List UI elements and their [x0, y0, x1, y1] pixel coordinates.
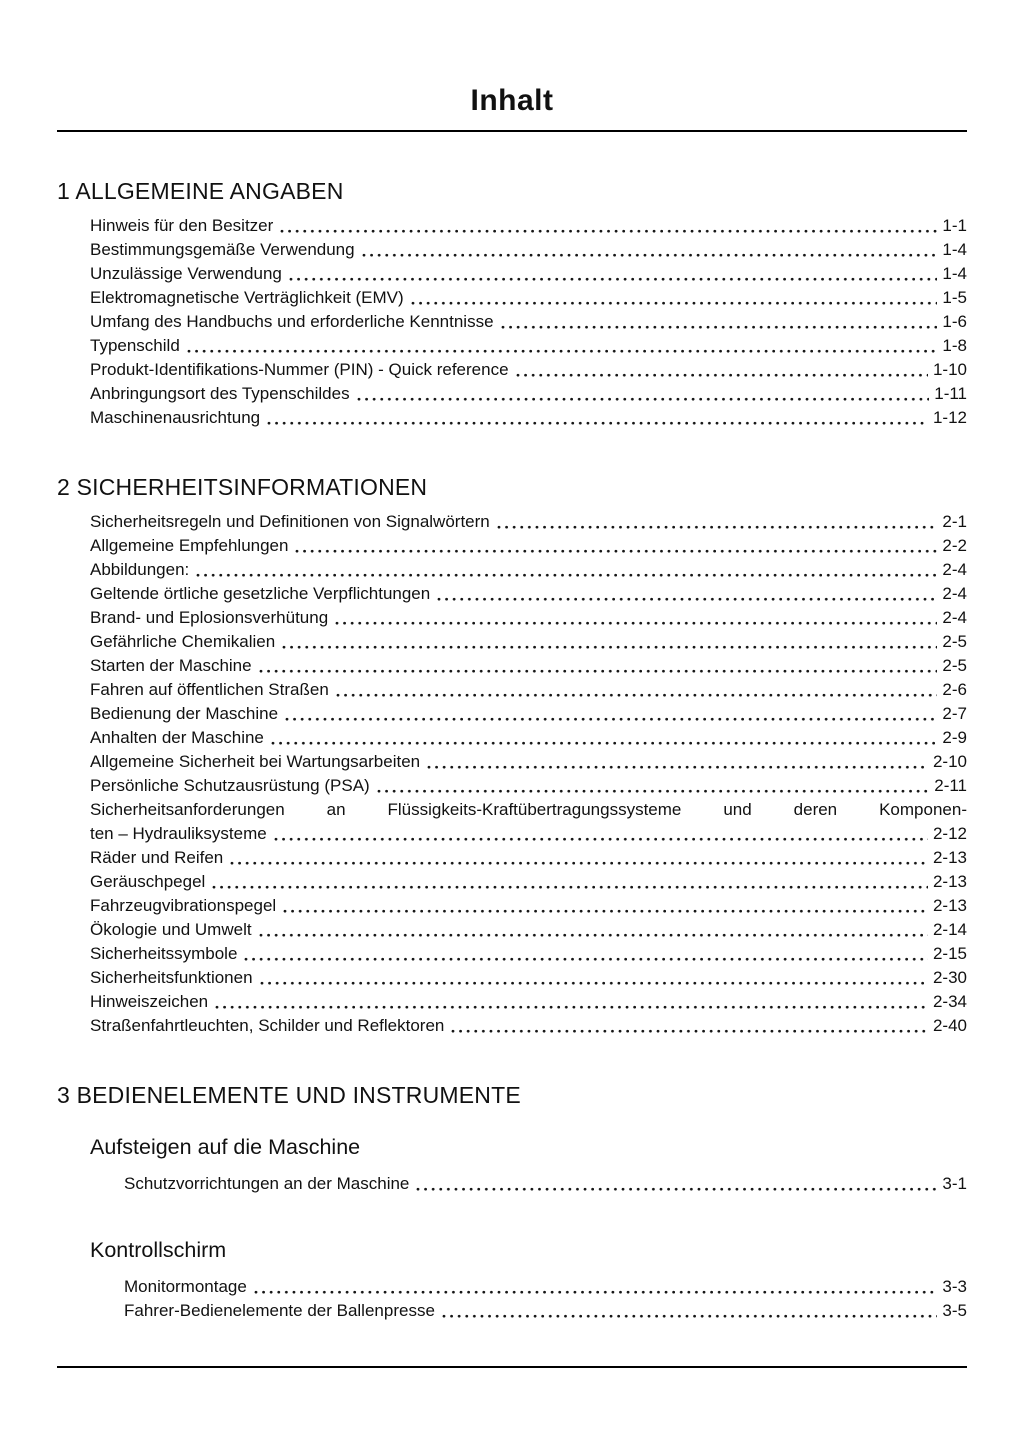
dot-leader [274, 837, 928, 842]
page-number: 2-34 [932, 992, 967, 1011]
toc-entry [124, 1275, 967, 1299]
toc-entry-title: Anbringungsort des Typenschildes [90, 384, 350, 403]
toc-entry [90, 846, 967, 870]
bottom-rule [57, 1366, 967, 1368]
page-number: 1-6 [942, 312, 967, 331]
toc-entry-title: Hinweiszeichen [90, 992, 209, 1011]
toc-entry [90, 558, 967, 582]
dot-leader [335, 621, 937, 626]
page-number: 2-4 [942, 608, 967, 627]
page-number: 2-6 [942, 680, 967, 699]
toc-entry [90, 510, 967, 534]
page-number: 1-8 [942, 336, 967, 355]
dot-leader [215, 1005, 928, 1010]
page-number: 1-10 [932, 360, 967, 379]
page-number: 1-4 [942, 264, 967, 283]
toc-entry-title: Schutzvorrichtungen an der Maschine [124, 1174, 410, 1193]
dot-leader [254, 1290, 938, 1295]
toc-entry [124, 1172, 967, 1196]
dot-leader [285, 717, 937, 722]
page-number: 2-13 [932, 896, 967, 915]
page-number: 2-12 [932, 824, 967, 843]
page-number: 1-4 [942, 240, 967, 259]
toc-entry [90, 942, 967, 966]
page-number: 3-1 [942, 1174, 967, 1193]
page-number: 3-5 [942, 1301, 967, 1320]
dot-leader [357, 397, 930, 402]
dot-leader [283, 909, 928, 914]
dot-leader [442, 1314, 938, 1319]
dot-leader [230, 861, 928, 866]
toc-entry-title: Hinweis für den Besitzer [90, 216, 274, 235]
page-title: Inhalt [470, 84, 554, 117]
toc-entry [90, 406, 967, 430]
dot-leader [437, 597, 937, 602]
toc-entry-wrap-line: Sicherheitsanforderungen an Flüssigkeits-Kraftübertragungssysteme und deren Komponen- [90, 800, 967, 819]
section-heading: 3 BEDIENELEMENTE UND INSTRUMENTE [57, 1082, 521, 1108]
dot-leader [362, 253, 938, 258]
dot-leader [501, 325, 938, 330]
toc-entry [90, 702, 967, 726]
toc-entry [90, 870, 967, 894]
toc-entry [90, 990, 967, 1014]
dot-leader [260, 981, 928, 986]
dot-leader [416, 1187, 937, 1192]
page-number: 2-1 [942, 512, 967, 531]
dot-leader [259, 933, 928, 938]
dot-leader [267, 421, 928, 426]
dot-leader [259, 669, 938, 674]
table-of-contents [57, 178, 967, 1323]
page-number: 1-1 [942, 216, 967, 235]
section-heading: 2 SICHERHEITSINFORMATIONEN [57, 474, 428, 500]
toc-entry-title: Ökologie und Umwelt [90, 920, 252, 939]
dot-leader [336, 693, 938, 698]
toc-entry-title: Monitormontage [124, 1277, 247, 1296]
dot-leader [289, 277, 938, 282]
page-number: 2-13 [932, 872, 967, 891]
toc-entry [90, 822, 967, 846]
dot-leader [427, 765, 928, 770]
page-number: 1-12 [932, 408, 967, 427]
page-number: 2-14 [932, 920, 967, 939]
page-number: 2-9 [942, 728, 967, 747]
toc-entry-title: Räder und Reifen [90, 848, 224, 867]
toc-entry [90, 358, 967, 382]
page-number: 2-7 [942, 704, 967, 723]
toc-entry [90, 334, 967, 358]
toc-entry [90, 382, 967, 406]
toc-subsection [90, 1238, 967, 1323]
toc-entry-title: Typenschild [90, 336, 180, 355]
subsection-entries [124, 1172, 967, 1196]
toc-entry-title: Allgemeine Empfehlungen [90, 536, 289, 555]
dot-leader [280, 229, 937, 234]
dot-leader [212, 885, 928, 890]
toc-entry-title: Umfang des Handbuchs und erforderliche Kenntnisse [90, 312, 494, 331]
page-number: 2-5 [942, 632, 967, 651]
toc-entry-title: Persönliche Schutzausrüstung (PSA) [90, 776, 370, 795]
toc-section [57, 178, 967, 430]
section-entries [90, 214, 967, 430]
page-number: 2-11 [934, 776, 967, 795]
toc-section [57, 1082, 967, 1323]
dot-leader [516, 373, 928, 378]
toc-entry-title: Abbildungen: [90, 560, 190, 579]
toc-entry [90, 750, 967, 774]
toc-entry [90, 310, 967, 334]
subsection-heading: Kontrollschirm [90, 1238, 227, 1262]
dot-leader [196, 573, 937, 578]
page-number: 2-30 [932, 968, 967, 987]
dot-leader [244, 957, 928, 962]
toc-entry [90, 286, 967, 310]
toc-entry-title: Fahrer-Bedienelemente der Ballenpresse [124, 1301, 435, 1320]
page-number: 2-40 [932, 1016, 967, 1035]
toc-entry-title: Fahrzeugvibrationspegel [90, 896, 277, 915]
page-number: 3-3 [942, 1277, 967, 1296]
page-number: 1-11 [934, 384, 967, 403]
toc-entry [90, 894, 967, 918]
page-number: 2-2 [942, 536, 967, 555]
toc-entry [90, 726, 967, 750]
dot-leader [295, 549, 937, 554]
toc-entry [124, 1299, 967, 1323]
page-number: 2-13 [932, 848, 967, 867]
subsection-heading: Aufsteigen auf die Maschine [90, 1135, 361, 1159]
toc-entry [90, 534, 967, 558]
toc-entry-title: Elektromagnetische Verträglichkeit (EMV) [90, 288, 404, 307]
toc-entry-title: Produkt-Identifikations-Nummer (PIN) - Quick reference [90, 360, 509, 379]
toc-entry-title: Starten der Maschine [90, 656, 252, 675]
subsection-entries [124, 1275, 967, 1323]
title-rule [57, 130, 967, 132]
page-number: 2-4 [942, 584, 967, 603]
toc-entry-title: Straßenfahrtleuchten, Schilder und Reflektoren [90, 1016, 445, 1035]
toc-entry-title: Geräuschpegel [90, 872, 206, 891]
toc-entry [90, 654, 967, 678]
dot-leader [377, 789, 930, 794]
dot-leader [187, 349, 938, 354]
page-number: 2-5 [942, 656, 967, 675]
section-entries [90, 510, 967, 1038]
toc-entry [90, 774, 967, 798]
page-number: 1-5 [942, 288, 967, 307]
toc-entry-title: Maschinenausrichtung [90, 408, 261, 427]
toc-entry-title: Anhalten der Maschine [90, 728, 264, 747]
dot-leader [451, 1029, 928, 1034]
dot-leader [411, 301, 938, 306]
toc-entry [90, 630, 967, 654]
dot-leader [497, 525, 938, 530]
page-number: 2-4 [942, 560, 967, 579]
section-heading: 1 ALLGEMEINE ANGABEN [57, 178, 344, 204]
toc-entry [90, 214, 967, 238]
toc-entry-title: Sicherheitssymbole [90, 944, 238, 963]
toc-entry-title: Bestimmungsgemäße Verwendung [90, 240, 355, 259]
dot-leader [282, 645, 937, 650]
toc-entry [90, 966, 967, 990]
toc-entry [90, 1014, 967, 1038]
toc-entry [90, 238, 967, 262]
toc-entry [90, 262, 967, 286]
toc-entry-title: Brand- und Eplosionsverhütung [90, 608, 329, 627]
toc-entry-title: Unzulässige Verwendung [90, 264, 282, 283]
toc-section [57, 474, 967, 1038]
toc-entry-title: Sicherheitsregeln und Definitionen von Signalwörtern [90, 512, 490, 531]
page-number: 2-15 [932, 944, 967, 963]
toc-entry [90, 918, 967, 942]
toc-entry [90, 582, 967, 606]
toc-entry-title: Bedienung der Maschine [90, 704, 279, 723]
toc-entry-title: Geltende örtliche gesetzliche Verpflichtungen [90, 584, 431, 603]
toc-entry-title: Sicherheitsfunktionen [90, 968, 253, 987]
toc-entry-title: Fahren auf öffentlichen Straßen [90, 680, 329, 699]
toc-entry [90, 678, 967, 702]
toc-entry-title: Allgemeine Sicherheit bei Wartungsarbeiten [90, 752, 421, 771]
toc-subsection [90, 1135, 967, 1196]
dot-leader [271, 741, 938, 746]
toc-entry [90, 606, 967, 630]
page-number: 2-10 [932, 752, 967, 771]
toc-entry-title: ten – Hydrauliksysteme [90, 824, 267, 843]
toc-entry-title: Gefährliche Chemikalien [90, 632, 276, 651]
